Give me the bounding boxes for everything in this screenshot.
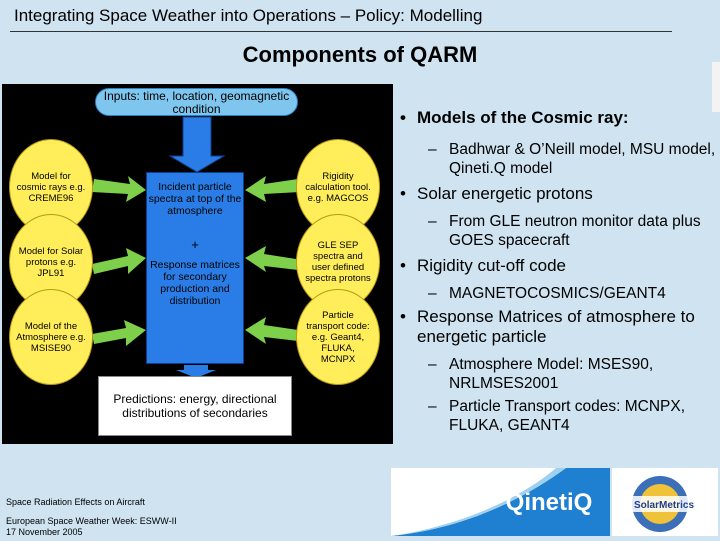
bullet-rigidity: • Rigidity cut-off code (392, 256, 718, 276)
plus-sign: + (191, 237, 199, 252)
footer-line-3: 17 November 2005 (6, 527, 83, 537)
sub-bullet-text: From GLE neutron monitor data plus GOES spacecraft (449, 213, 701, 249)
arrow-right-2 (245, 246, 298, 272)
arrow-left-1 (92, 176, 146, 202)
header-rule (10, 31, 672, 32)
sub-bullet-cosmic-ray-models: – Badhwar & O’Neill model, MSU model, Qineti.Q model (428, 141, 716, 177)
sub-bullet-text: Badhwar & O’Neill model, MSU model, Qineti.Q model (449, 141, 716, 177)
bullet-list (392, 108, 718, 435)
arrow-left-2 (92, 248, 146, 274)
slide-heading: Components of QARM (242, 42, 478, 67)
sub-bullet-atmosphere-model: – Atmosphere Model: MSES90, NRLMSES2001 (428, 356, 654, 392)
solarmetrics-logo (612, 468, 718, 536)
oval-cosmic-ray-model: Model for cosmic rays e.g. CREME96 (9, 139, 93, 235)
sub-bullet-magnetocosmics: – MAGNETOCOSMICS/GEANT4 (428, 285, 666, 302)
scroll-edge (712, 62, 720, 112)
qinetiq-logo (391, 468, 610, 536)
sub-bullet-text: Particle Transport codes: MCNPX, FLUKA, GEANT4 (449, 398, 686, 434)
qinetiq-logo-text: QinetiQ (505, 489, 593, 516)
arrow-right-1 (245, 176, 300, 202)
oval-solar-proton-model: Model for Solar protons e.g. JPL91 (9, 214, 93, 310)
oval-atmosphere-model: Model of the Atmosphere e.g. MSISE90 (9, 289, 93, 385)
arrow-right-3 (245, 317, 298, 344)
sub-bullet-text: MAGNETOCOSMICS/GEANT4 (449, 285, 666, 302)
oval-rigidity-tool: Rigidity calculation tool. e.g. MAGCOS (296, 139, 380, 235)
center-top-text: Incident particle spectra at top of the atmosphere (148, 181, 242, 217)
qarm-diagram (2, 84, 393, 444)
solarmetrics-logo-text: SolarMetrics (633, 500, 695, 511)
bullet-solar-protons: • Solar energetic protons (392, 184, 718, 204)
header-title: Integrating Space Weather into Operations – Policy: Modelling (14, 6, 483, 25)
oval-transport-code: Particle transport code: e.g. Geant4, FLUKA, MCNPX (296, 289, 380, 385)
sub-bullet-text: Atmosphere Model: MSES90, NRLMSES2001 (449, 356, 654, 392)
sub-bullet-transport-codes: – Particle Transport codes: MCNPX, FLUKA, GEANT4 (428, 398, 686, 434)
arrow-left-3 (92, 320, 146, 346)
arrow-inputs-down (170, 117, 224, 172)
center-box (146, 172, 244, 364)
sub-bullet-gle: – From GLE neutron monitor data plus GOES spacecraft (428, 213, 701, 249)
oval-gle-sep-spectra: GLE SEP spectra and user defined spectra protons (296, 214, 380, 310)
bullet-cosmic-ray: • Models of the Cosmic ray: (392, 108, 718, 128)
footer-line-2: European Space Weather Week: ESWW-II (6, 516, 177, 526)
bullet-response-matrices: • Response Matrices of atmosphere to energetic particle (392, 307, 718, 347)
center-bottom-text: Response matrices for secondary production and distribution (150, 259, 240, 307)
footer-line-1: Space Radiation Effects on Aircraft (6, 497, 145, 507)
predictions-box: Predictions: energy, directional distributions of secondaries (98, 376, 292, 436)
inputs-box: Inputs: time, location, geomagnetic condition (95, 88, 298, 116)
